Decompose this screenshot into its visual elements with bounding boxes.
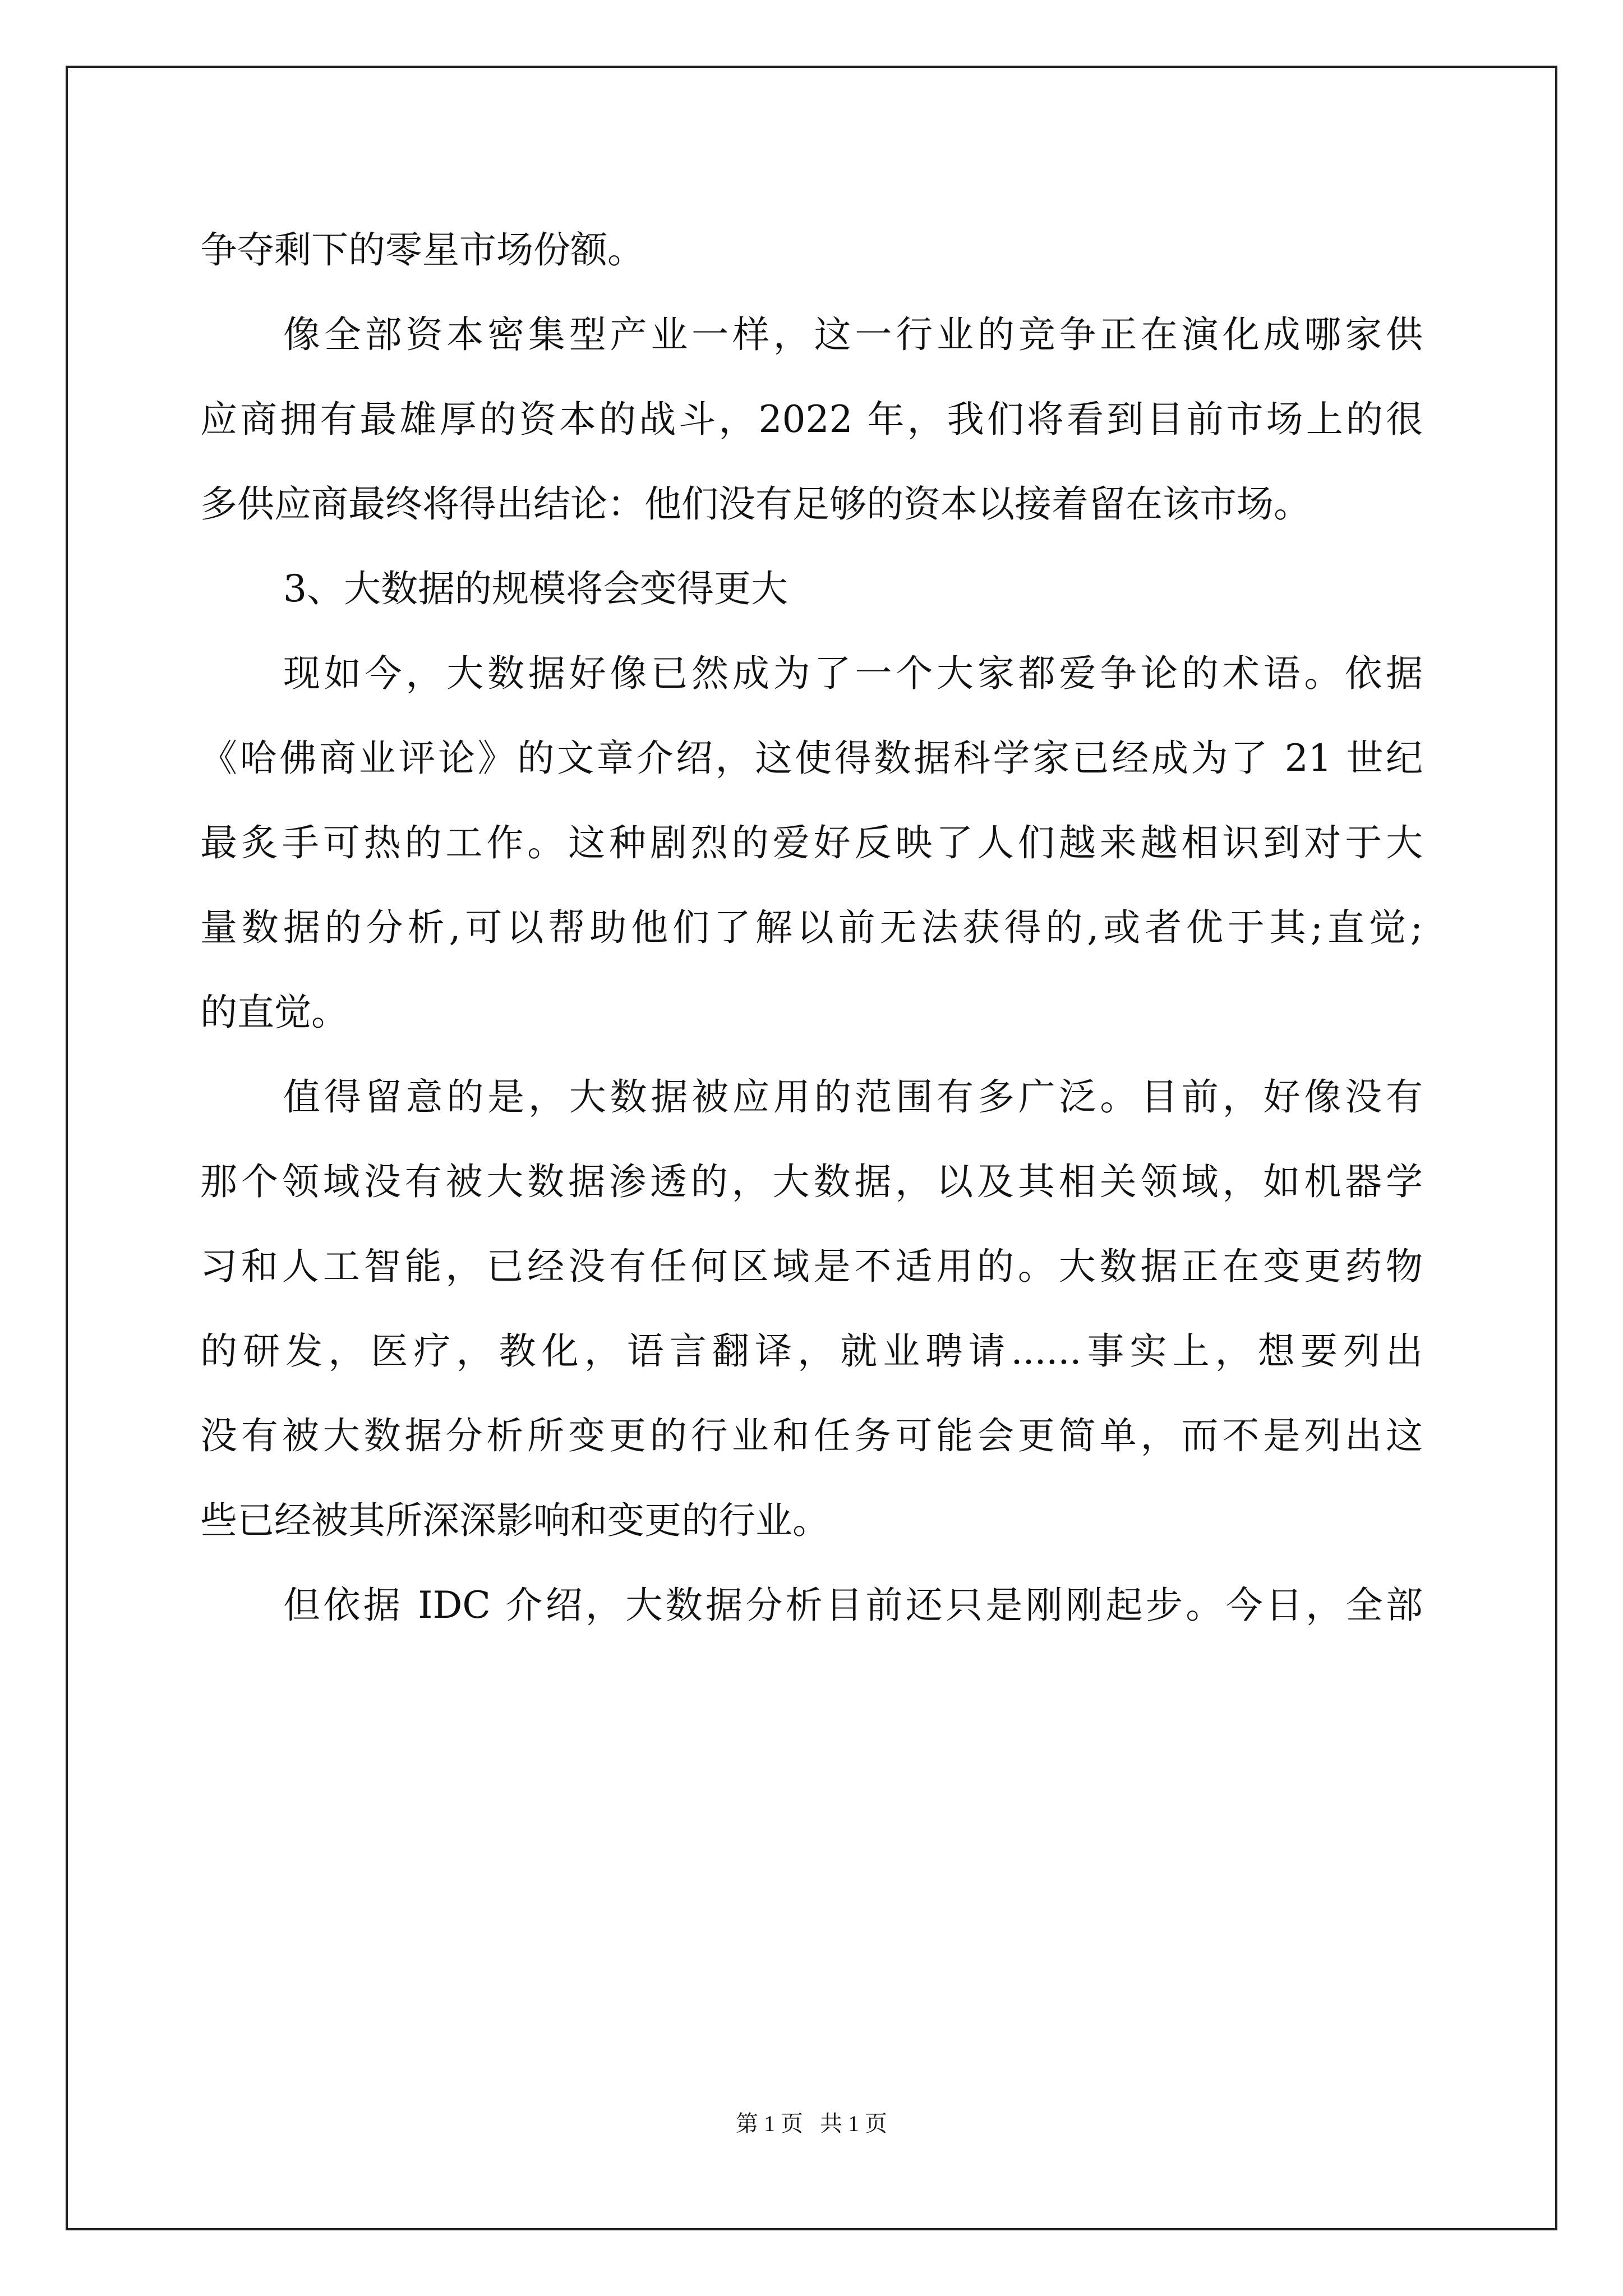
text-line: 《哈佛商业评论》的文章介绍，这使得数据科学家已经成为了 21 世纪	[200, 737, 1423, 780]
text-line: 现如今，大数据好像已然成为了一个大家都爱争论的术语。依据	[283, 652, 1423, 695]
text-line: 那个领域没有被大数据渗透的，大数据，以及其相关领域，如机器学	[200, 1160, 1423, 1203]
document-body	[200, 208, 1423, 1648]
text-line: 的研发，医疗，教化，语言翻译，就业聘请......事实上，想要列出	[200, 1329, 1423, 1373]
text-line: 些已经被其所深深影响和变更的行业。	[200, 1499, 829, 1542]
text-line: 习和人工智能，已经没有任何区域是不适用的。大数据正在变更药物	[200, 1245, 1423, 1288]
text-line: 像全部资本密集型产业一样，这一行业的竞争正在演化成哪家供	[283, 313, 1423, 356]
text-line: 最炙手可热的工作。这种剧烈的爱好反映了人们越来越相识到对于大	[200, 821, 1423, 864]
text-line: 应商拥有最雄厚的资本的战斗，2022 年，我们将看到目前市场上的很	[200, 398, 1423, 441]
text-line: 没有被大数据分析所变更的行业和任务可能会更简单，而不是列出这	[200, 1414, 1423, 1457]
page-footer: 第 1 页 共 1 页	[736, 2111, 887, 2136]
text-line: 值得留意的是，大数据被应用的范围有多广泛。目前，好像没有	[283, 1075, 1423, 1119]
text-line: 量数据的分析,可以帮助他们了解以前无法获得的,或者优于其;直觉;	[200, 906, 1423, 949]
text-line: 但依据 IDC 介绍，大数据分析目前还只是刚刚起步。今日，全部	[283, 1584, 1423, 1627]
section-heading: 3、大数据的规模将会变得更大	[283, 567, 788, 610]
text-line: 的直觉。	[200, 991, 348, 1034]
text-line: 多供应商最终将得出结论：他们没有足够的资本以接着留在该市场。	[200, 482, 1311, 526]
text-line: 争夺剩下的零星市场份额。	[200, 228, 644, 272]
